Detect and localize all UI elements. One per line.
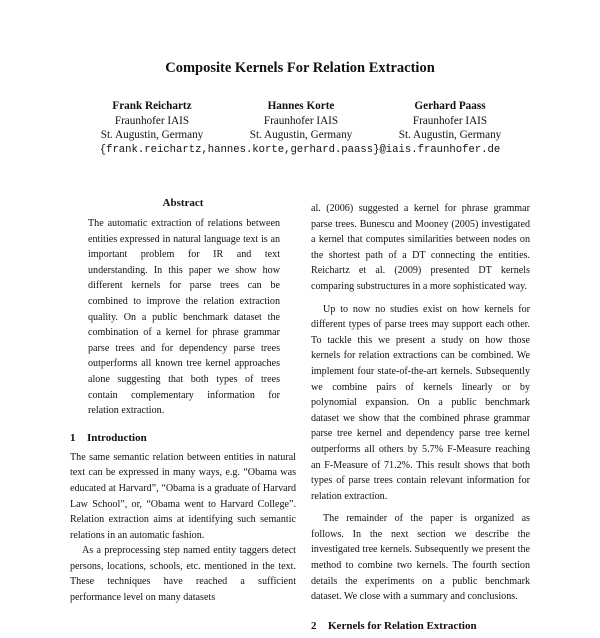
author-1 — [67, 99, 237, 143]
section-title: Kernels for Relation Extraction — [328, 619, 477, 632]
section-title: Introduction — [87, 431, 147, 444]
author-affiliation: Fraunhofer IAIS — [114, 114, 190, 127]
outline-paragraph: The remainder of the paper is organized as follows. In the next section we describe the investigated tree kernels. Subsequently we present the method to combine two kernels. The fourth section details the experiments on a public benchmark dataset. We close with a summary and conclusions. — [311, 513, 530, 603]
author-name: Frank Reichartz — [112, 100, 192, 112]
left-column — [70, 196, 296, 606]
abstract-heading: Abstract — [162, 197, 204, 209]
author-3 — [365, 99, 535, 143]
section-1-heading — [70, 431, 296, 446]
author-emails: {frank.reichartz,hannes.korte,gerhard.paass}@iais.fraunhofer.de — [99, 144, 501, 156]
author-name: Hannes Korte — [267, 100, 335, 112]
abstract-text: The automatic extraction of relations between entities expressed in natural language text is an important problem for IR and text understanding. In this paper we show how different kernels for parse trees can be combined to improve the relation extraction quality. On a public benchmark dataset the combination of a kernel for phrase grammar parse trees and for dependency parse trees outperforms all known tree kernel approaches alone suggesting that both types of trees contain complementary information for relation extraction. — [88, 218, 280, 417]
intro-paragraph-2: As a preprocessing step named entity taggers detect persons, locations, schools, etc. mentioned in the text. These techniques have reached a sufficient performance level on many datasets — [70, 545, 296, 604]
author-2 — [216, 99, 386, 143]
author-block — [0, 99, 600, 149]
related-work-paragraph: al. (2006) suggested a kernel for phrase grammar parse trees. Bunescu and Mooney (2005) investigated a kernel that computes similarities between nodes on the shortest path of a DT connecting the entities. Reichartz et al. (2009) presented DT kernels comparing substructures in a more sophisticated way. — [311, 203, 530, 292]
author-affiliation: Fraunhofer IAIS — [412, 114, 488, 127]
author-affiliation: Fraunhofer IAIS — [263, 114, 339, 127]
section-number: 2 — [311, 619, 317, 632]
author-location: St. Augustin, Germany — [100, 129, 204, 141]
author-name: Gerhard Paass — [414, 100, 486, 112]
author-location: St. Augustin, Germany — [249, 129, 353, 141]
author-location: St. Augustin, Germany — [398, 129, 502, 141]
section-2-heading — [311, 619, 530, 634]
intro-paragraph-1: The same semantic relation between entities in natural text can be expressed in many ways, e.g. “Obama was educated at Harvard”, “Obama is a graduate of Harvard Law School”, or, “Obama went to Harvard College”. Relation extraction aims at identifying such semantic relations in an automatic fashion. — [70, 451, 296, 541]
section-number: 1 — [70, 431, 76, 444]
contribution-paragraph: Up to now no studies exist on how kernels for different types of parse trees may support each other. To tackle this we present a study on how those kernels for relation extractions can be combined. We implement four state-of-the-art kernels. Subsequently we combine pairs of kernels linearly or by polynomial expansion. On a public benchmark dataset we show that the combined phrase grammar parse tree kernel and dependency parse tree kernel outperforms all others by 5.7% F-Measure reaching an F-Measure of 71.2%. This result shows that both types of parse trees contain relevant information for relation extraction. — [311, 303, 530, 502]
paper-title: Composite Kernels For Relation Extraction — [165, 60, 435, 76]
right-column — [311, 201, 530, 638]
